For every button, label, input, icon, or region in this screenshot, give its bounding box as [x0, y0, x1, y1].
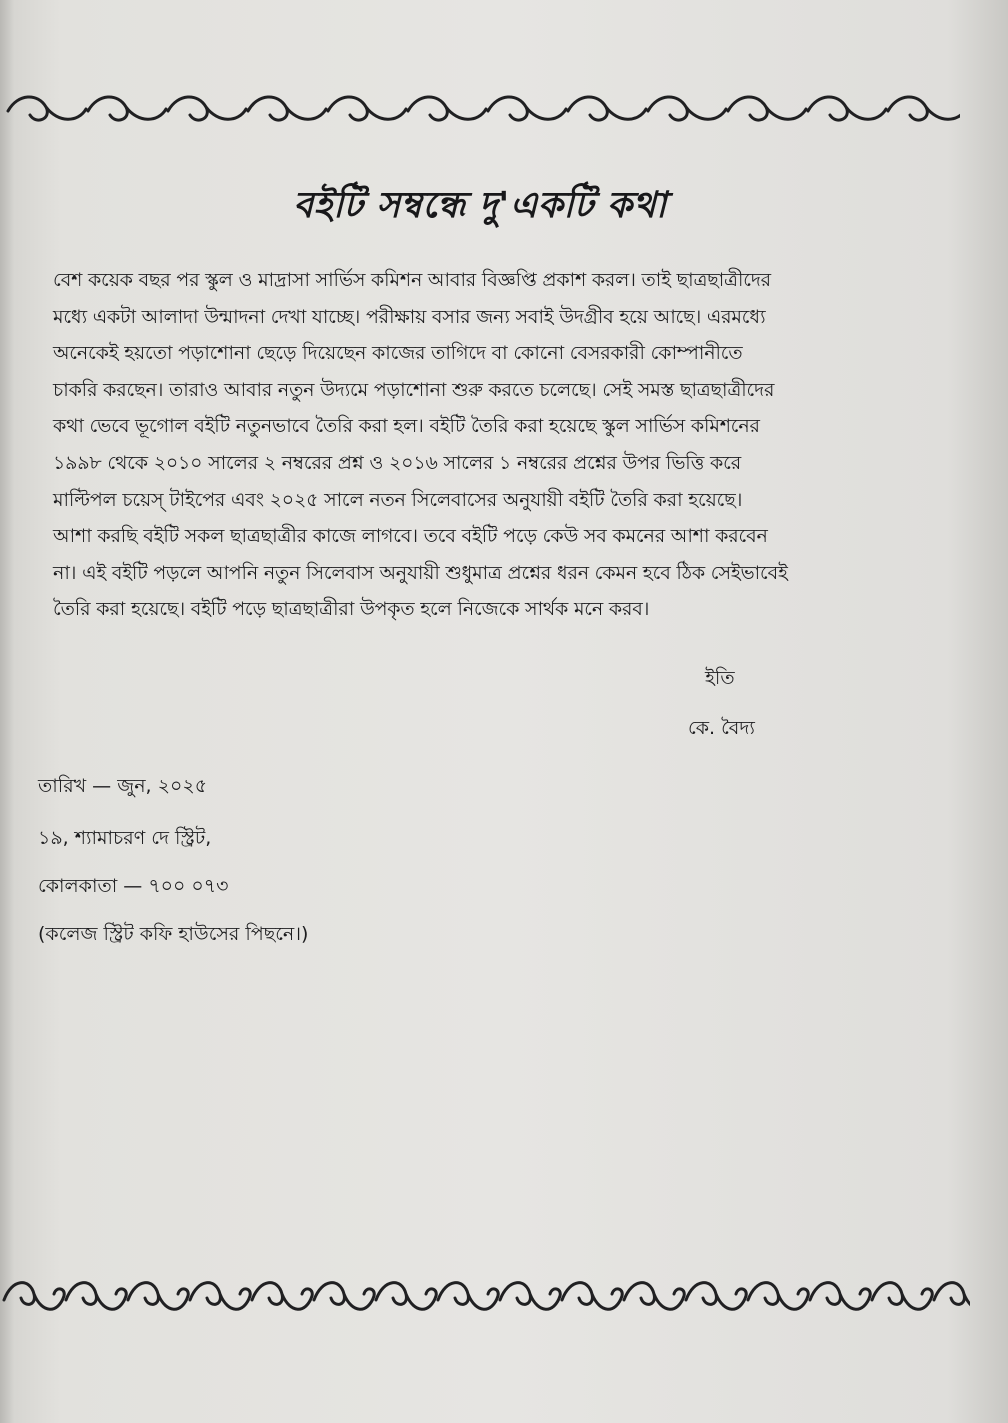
vine-ornament — [408, 97, 486, 120]
vine-ornament — [252, 1283, 312, 1310]
vine-ornament — [488, 97, 566, 120]
vine-ornament — [190, 1283, 250, 1310]
vine-ornament — [686, 1283, 746, 1310]
paragraph-line: তৈরি করা হয়েছে। বইটি পড়ে ছাত্রছাত্রীরা উপকৃত হলে নিজেকে সার্থক মনে করব। — [53, 598, 650, 621]
closing-word: ইতি — [705, 667, 735, 689]
vine-ornament — [872, 1283, 932, 1310]
paragraph-line: আশা করছি বইটি সকল ছাত্রছাত্রীর কাজে লাগবে। তবে বইটি পড়ে কেউ সব কমনের আশা করবেন — [53, 525, 768, 548]
vine-ornament — [810, 1283, 870, 1310]
vine-ornament — [888, 97, 960, 120]
vine-ornament — [88, 97, 166, 120]
vine-ornament — [314, 1283, 374, 1310]
address-city: কোলকাতা — ৭০০ ০৭৩ — [38, 875, 229, 897]
paragraph-line: ১৯৯৮ থেকে ২০১০ সালের ২ নম্বরের প্রশ্ন ও ২০১৬ সালের ১ নম্বরের প্রশ্নের উপর ভিত্তি করে — [53, 451, 741, 474]
vine-ornament — [128, 1283, 188, 1310]
vine-ornament — [500, 1283, 560, 1310]
vine-ornament — [438, 1283, 498, 1310]
vine-ornament — [562, 1283, 622, 1310]
vine-ornament — [4, 1283, 64, 1310]
vine-ornament — [66, 1283, 126, 1310]
vine-ornament — [248, 97, 326, 120]
vine-ornament — [328, 97, 406, 120]
paragraph-line: মধ্যে একটা আলাদা উন্মাদনা দেখা যাচ্ছে। পরীক্ষায় বসার জন্য সবাই উদগ্রীব হয়ে আছে। এরমধ্যে — [53, 305, 766, 328]
preface-paragraph — [53, 262, 903, 628]
top-ornamental-border — [0, 85, 960, 135]
paragraph-line: মাল্টিপল চয়েস্ টাইপের এবং ২০২৫ সালে নতন সিলেবাসের অনুযায়ী বইটি তৈরি করা হয়েছে। — [53, 488, 743, 511]
page-title: বইটি সম্বন্ধে দু'একটি কথা — [293, 185, 667, 226]
vine-ornament — [568, 97, 646, 120]
paragraph-line: না। এই বইটি পড়লে আপনি নতুন সিলেবাস অনুযায়ী শুধুমাত্র প্রশ্নের ধরন কেমন হবে ঠিক সেইভাবেই — [53, 561, 788, 584]
vine-ornament — [376, 1283, 436, 1310]
vine-ornament — [728, 97, 806, 120]
address-street: ১৯, শ্যামাচরণ দে স্ট্রিট, — [38, 827, 212, 849]
vine-ornament — [808, 97, 886, 120]
vine-ornament — [168, 97, 246, 120]
bottom-ornamental-border — [0, 1260, 970, 1330]
date-line: তারিখ — জুন, ২০২৫ — [38, 775, 208, 797]
paragraph-line: বেশ কয়েক বছর পর স্কুল ও মাদ্রাসা সার্ভিস কমিশন আবার বিজ্ঞপ্তি প্রকাশ করল। তাই ছাত্রছাত্রীদের — [53, 269, 771, 291]
paragraph-line: অনেকেই হয়তো পড়াশোনা ছেড়ে দিয়েছেন কাজের তাগিদে বা কোনো বেসরকারী কোম্পানীতে — [53, 342, 743, 365]
vine-ornament — [934, 1283, 970, 1310]
vine-ornament — [648, 97, 726, 120]
paragraph-line: কথা ভেবে ভূগোল বইটি নতুনভাবে তৈরি করা হল। বইটি তৈরি করা হয়েছে স্কুল সার্ভিস কমিশনের — [53, 415, 760, 438]
paragraph-line: চাকরি করছেন। তারাও আবার নতুন উদ্যমে পড়াশোনা শুরু করতে চলেছে। সেই সমস্ত ছাত্রছাত্রীদের — [53, 378, 775, 401]
vine-ornament — [748, 1283, 808, 1310]
vine-ornament — [624, 1283, 684, 1310]
address-landmark: (কলেজ স্ট্রিট কফি হাউসের পিছনে।) — [38, 923, 309, 945]
author-name: কে. বৈদ্য — [688, 717, 755, 739]
vine-ornament — [8, 97, 86, 120]
